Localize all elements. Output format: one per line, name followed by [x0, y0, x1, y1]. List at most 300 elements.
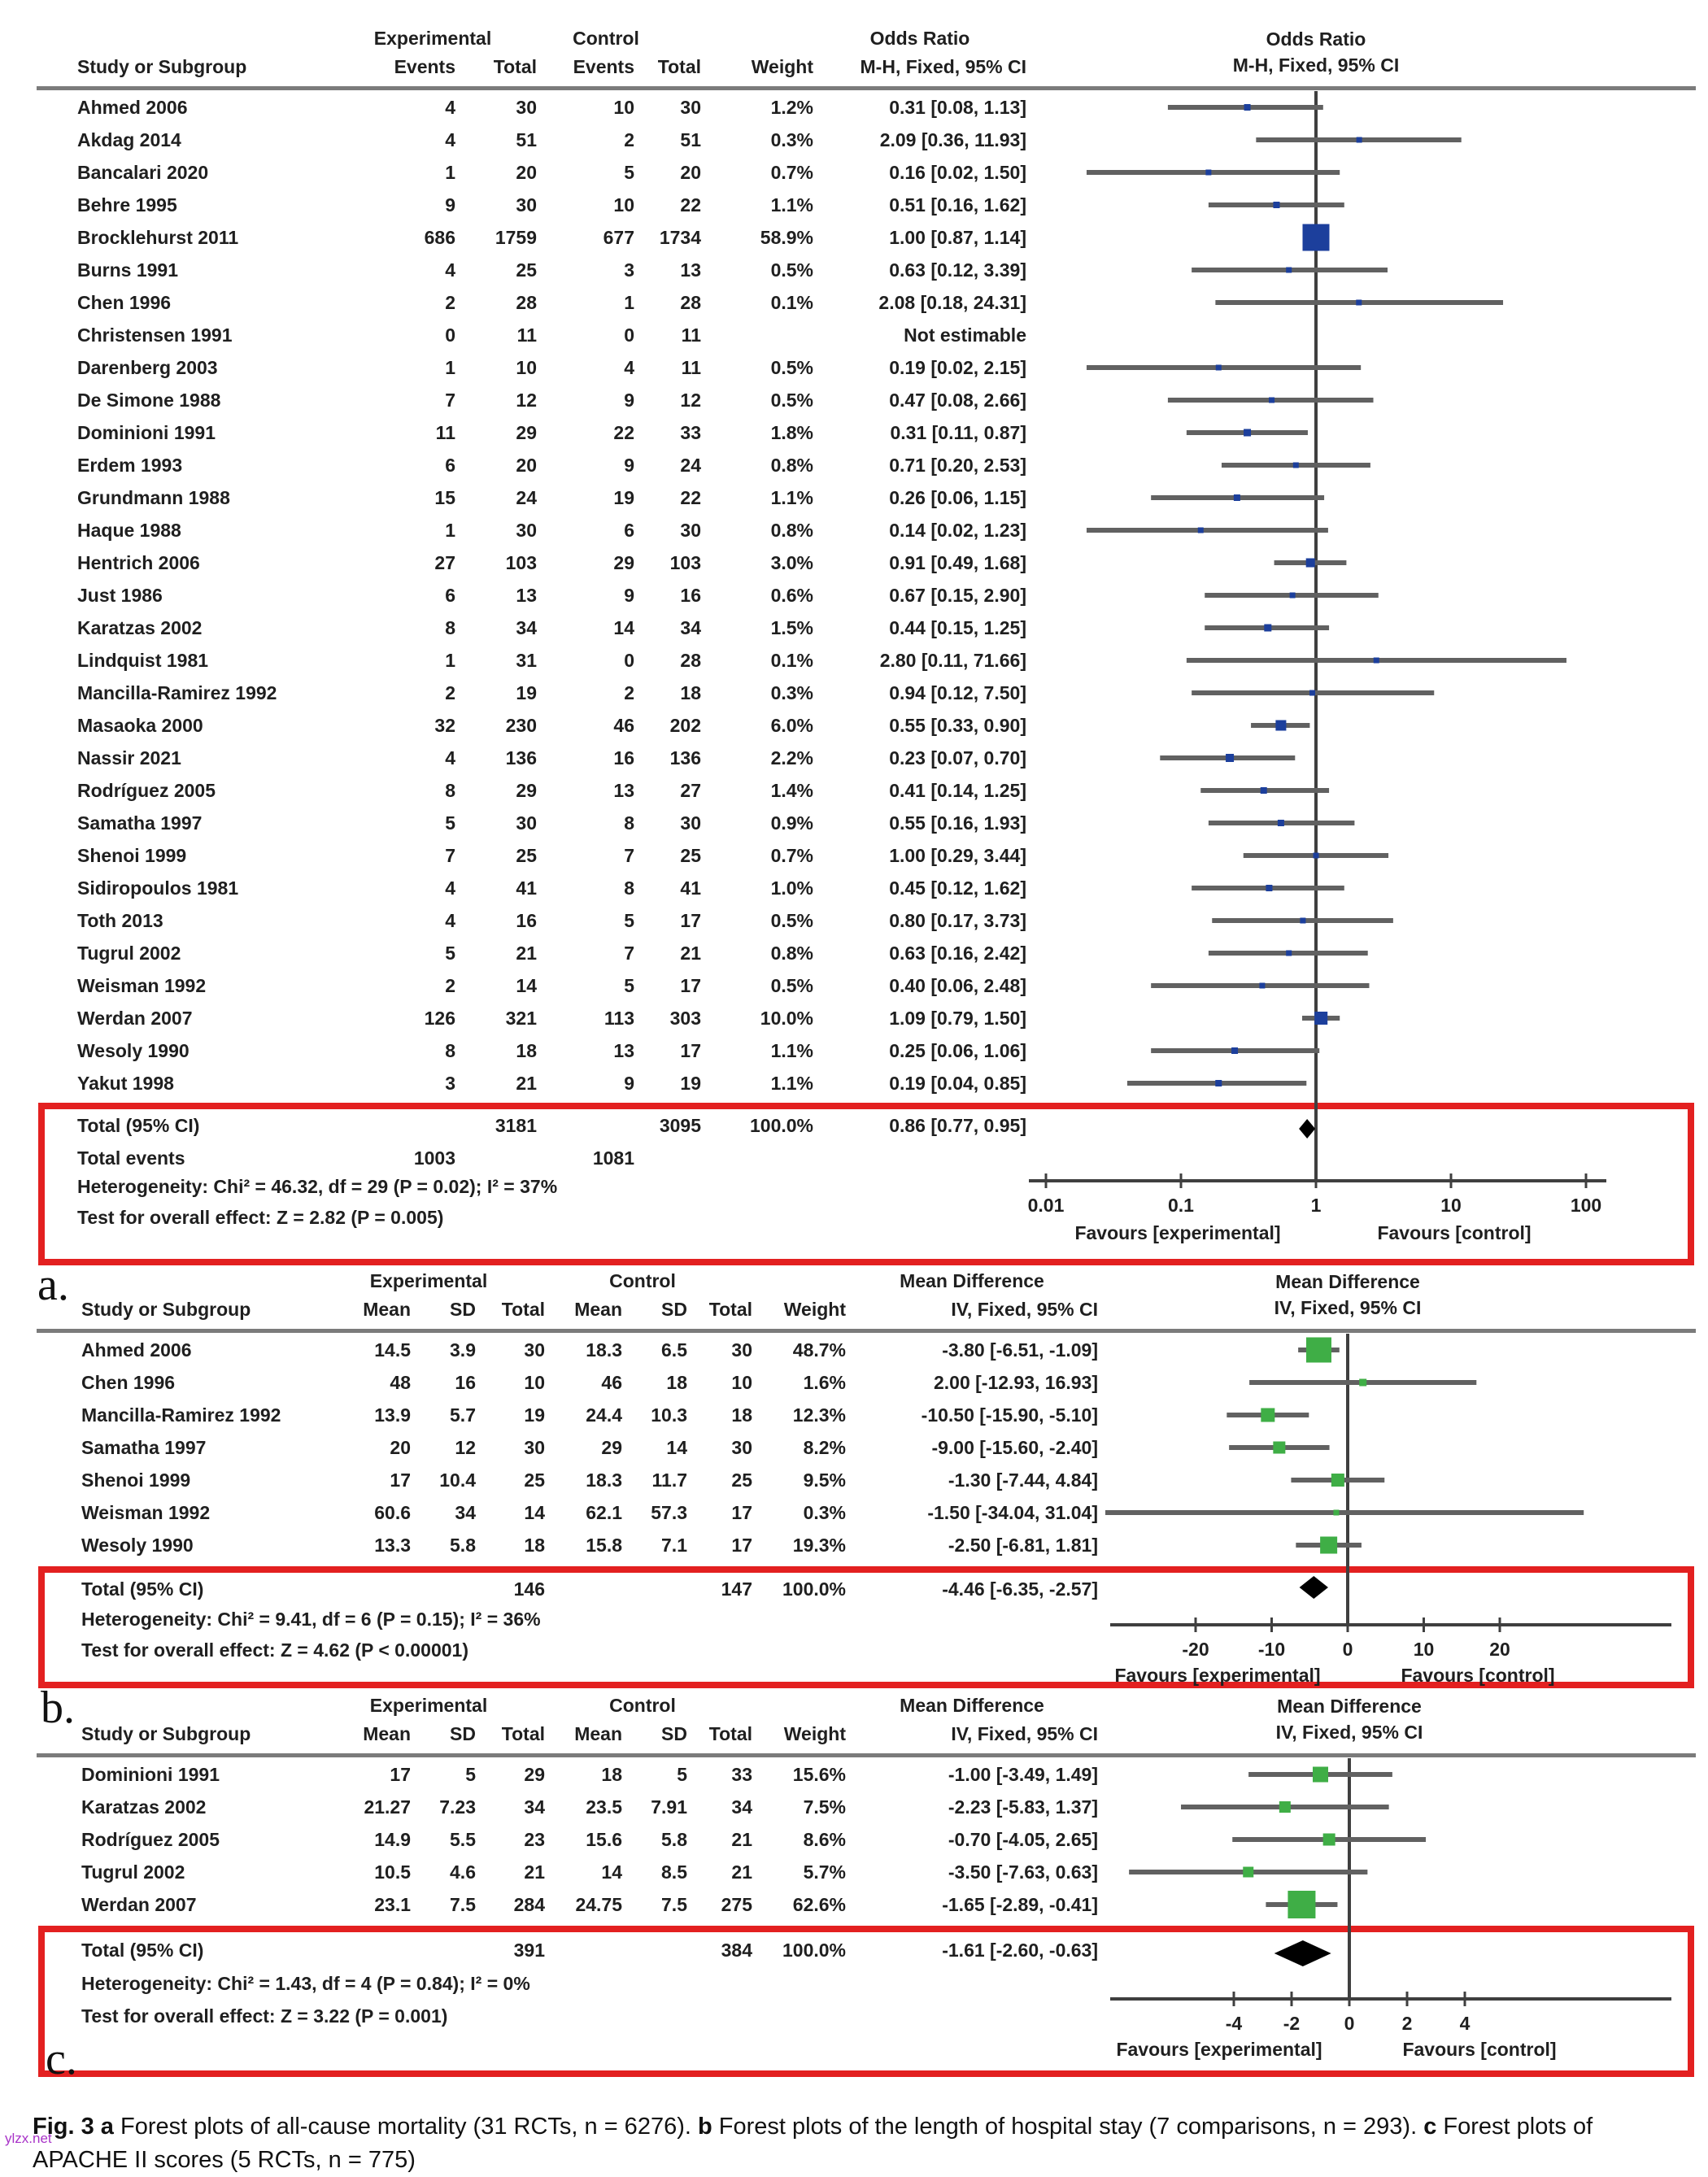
value-cell: 34: [731, 1796, 752, 1818]
effect-marker: [1259, 983, 1265, 989]
study-name-cell: Mancilla-Ramirez 1992: [81, 1404, 281, 1426]
value-cell: 303: [669, 1007, 701, 1029]
value-cell: 41: [680, 877, 701, 899]
favours-right-label: Favours [control]: [1401, 1665, 1555, 1686]
study-row: [77, 774, 1026, 807]
value-cell: 0.71 [0.20, 2.53]: [889, 454, 1026, 476]
study-row: [81, 1496, 1098, 1529]
value-cell: 20: [516, 454, 537, 476]
value-cell: 0.67 [0.15, 2.90]: [889, 584, 1026, 606]
value-cell: 21: [524, 1861, 545, 1883]
value-cell: 10.5: [374, 1861, 411, 1883]
value-cell: -0.70 [-4.05, 2.65]: [948, 1828, 1098, 1850]
plot-effect-header: Mean Difference: [1277, 1696, 1422, 1717]
axis-tick-label: 0: [1344, 2013, 1355, 2034]
study-row: [81, 1464, 1098, 1496]
value-cell: 13: [613, 1039, 634, 1061]
value-cell: 0.7%: [770, 161, 813, 183]
value-cell: 1.4%: [770, 779, 813, 801]
study-name-cell: Study or Subgroup: [81, 1298, 251, 1320]
value-cell: Weight: [783, 1298, 846, 1320]
value-cell: 15.6%: [792, 1763, 846, 1785]
value-cell: 34: [524, 1796, 545, 1818]
value-cell: -1.30 [-7.44, 4.84]: [948, 1469, 1098, 1491]
study-row: [81, 1823, 1098, 1856]
axis-tick-label: -10: [1257, 1639, 1286, 1660]
effect-marker: [1244, 429, 1251, 437]
value-cell: 0.44 [0.15, 1.25]: [889, 616, 1026, 638]
value-cell: 1: [445, 649, 455, 671]
value-cell: 5: [677, 1763, 687, 1785]
value-cell: -4.46 [-6.35, -2.57]: [942, 1578, 1098, 1600]
value-cell: 146: [513, 1578, 545, 1600]
value-cell: 1.0%: [770, 877, 813, 899]
column-group-header: Control: [609, 1695, 676, 1716]
study-name-cell: Grundmann 1988: [77, 486, 230, 508]
favours-left-label: Favours [experimental]: [1116, 2039, 1322, 2060]
effect-marker: [1323, 1834, 1335, 1846]
study-name-cell: Ahmed 2006: [81, 1339, 192, 1361]
value-cell: 6: [624, 519, 634, 541]
study-row: [77, 969, 1026, 1002]
value-cell: 2.09 [0.36, 11.93]: [879, 128, 1026, 150]
effect-marker: [1226, 754, 1234, 762]
column-group-header: Control: [609, 1270, 676, 1291]
effect-marker: [1279, 1801, 1291, 1813]
summary-diamond: [1300, 1576, 1328, 1599]
value-cell: 9.5%: [803, 1469, 846, 1491]
value-cell: 29: [524, 1763, 545, 1785]
effect-marker: [1356, 300, 1362, 306]
value-cell: 2: [445, 681, 455, 703]
value-cell: 5.5: [450, 1828, 476, 1850]
effect-marker: [1359, 1379, 1366, 1387]
value-cell: 5: [624, 161, 634, 183]
value-cell: 0.63 [0.12, 3.39]: [889, 259, 1026, 281]
value-cell: 230: [505, 714, 537, 736]
axis-tick-label: -4: [1225, 2013, 1243, 2034]
value-cell: 16: [516, 909, 537, 931]
value-cell: 0.25 [0.06, 1.06]: [889, 1039, 1026, 1061]
value-cell: 17: [390, 1763, 411, 1785]
value-cell: 686: [424, 226, 455, 248]
value-cell: 1734: [659, 226, 701, 248]
value-cell: 0: [624, 324, 634, 346]
value-cell: 5.7%: [803, 1861, 846, 1883]
value-cell: 5: [445, 812, 455, 834]
value-cell: 21: [680, 942, 701, 964]
value-cell: SD: [661, 1298, 687, 1320]
value-cell: 23.1: [374, 1893, 411, 1915]
effect-marker: [1331, 1474, 1344, 1487]
panel-label-a: a.: [37, 1260, 69, 1310]
total-row: [81, 1573, 1098, 1605]
favours-right-label: Favours [control]: [1377, 1222, 1532, 1243]
effect-marker: [1286, 951, 1292, 956]
value-cell: 0.40 [0.06, 2.48]: [889, 974, 1026, 996]
value-cell: 4: [445, 877, 455, 899]
value-cell: 21: [516, 1072, 537, 1094]
value-cell: 13.3: [374, 1534, 411, 1556]
value-cell: 5.8: [661, 1828, 687, 1850]
value-cell: 0.94 [0.12, 7.50]: [889, 681, 1026, 703]
value-cell: Mean: [363, 1298, 411, 1320]
study-name-cell: Burns 1991: [77, 259, 179, 281]
study-row: [77, 612, 1026, 644]
study-name-cell: Chen 1996: [77, 291, 172, 313]
study-name-cell: Tugrul 2002: [77, 942, 181, 964]
study-name-cell: Dominioni 1991: [81, 1763, 220, 1785]
value-cell: 13: [680, 259, 701, 281]
study-row: [77, 514, 1026, 546]
value-cell: 30: [680, 519, 701, 541]
effect-marker: [1303, 224, 1330, 251]
effect-marker: [1286, 268, 1292, 273]
value-cell: 29: [613, 551, 634, 573]
study-row: [77, 1002, 1026, 1034]
column-header-row: [77, 50, 1026, 83]
value-cell: Total: [657, 55, 701, 77]
value-cell: 0: [445, 324, 455, 346]
value-cell: 29: [516, 779, 537, 801]
value-cell: 2.00 [-12.93, 16.93]: [933, 1371, 1098, 1393]
axis-tick-label: -20: [1182, 1639, 1209, 1660]
value-cell: 1.00 [0.29, 3.44]: [889, 844, 1026, 866]
value-cell: 0.86 [0.77, 0.95]: [889, 1114, 1026, 1136]
axis-tick-label: 0.01: [1027, 1195, 1065, 1216]
effect-marker: [1278, 820, 1284, 826]
forest-plot-panel-c: [37, 1693, 1696, 2088]
study-name-cell: Masaoka 2000: [77, 714, 203, 736]
value-cell: 30: [516, 96, 537, 118]
value-cell: 18: [516, 1039, 537, 1061]
study-name-cell: Weisman 1992: [81, 1501, 211, 1523]
value-cell: Events: [573, 55, 634, 77]
column-group-header: Mean Difference: [900, 1695, 1044, 1716]
study-row: [77, 124, 1026, 156]
value-cell: 18: [680, 681, 701, 703]
effect-marker: [1374, 658, 1379, 664]
panel-label-c: c.: [46, 2034, 77, 2084]
value-cell: 7.1: [661, 1534, 687, 1556]
study-name-cell: Behre 1995: [77, 194, 177, 216]
value-cell: 14: [524, 1501, 545, 1523]
study-name-cell: Rodríguez 2005: [81, 1828, 220, 1850]
value-cell: 3181: [495, 1114, 537, 1136]
value-cell: 7.5: [450, 1893, 476, 1915]
total-row: [81, 1934, 1098, 1966]
value-cell: 25: [731, 1469, 752, 1491]
value-cell: 0: [624, 649, 634, 671]
value-cell: 29: [516, 421, 537, 443]
caption-segment: Fig. 3: [33, 2114, 94, 2140]
overall-effect-text: Test for overall effect: Z = 3.22 (P = 0.001): [81, 2005, 448, 2027]
value-cell: 32: [434, 714, 455, 736]
heterogeneity-text: Heterogeneity: Chi² = 9.41, df = 6 (P = 0.15); I² = 36%: [81, 1609, 541, 1630]
study-row: [77, 807, 1026, 839]
value-cell: 3: [445, 1072, 455, 1094]
value-cell: 8: [624, 877, 634, 899]
study-row: [77, 416, 1026, 449]
value-cell: 0.8%: [770, 454, 813, 476]
value-cell: 0.19 [0.04, 0.85]: [889, 1072, 1026, 1094]
value-cell: 7: [445, 389, 455, 411]
study-name-cell: Just 1986: [77, 584, 163, 606]
plot-method-header: IV, Fixed, 95% CI: [1274, 1297, 1422, 1318]
value-cell: 0.7%: [770, 844, 813, 866]
overall-effect-text: Test for overall effect: Z = 2.82 (P = 0.005): [77, 1207, 444, 1228]
effect-marker: [1273, 202, 1279, 208]
study-row: [81, 1334, 1098, 1366]
value-cell: 9: [624, 454, 634, 476]
value-cell: 21.27: [364, 1796, 411, 1818]
value-cell: 1: [445, 519, 455, 541]
study-name-cell: Ahmed 2006: [77, 96, 188, 118]
study-row: [77, 742, 1026, 774]
study-name-cell: Study or Subgroup: [81, 1722, 251, 1744]
study-row: [77, 1034, 1026, 1067]
study-name-cell: Darenberg 2003: [77, 356, 218, 378]
overall-effect-text: Test for overall effect: Z = 4.62 (P < 0.00001): [81, 1639, 468, 1661]
value-cell: 0.47 [0.08, 2.66]: [889, 389, 1026, 411]
study-name-cell: Brocklehurst 2011: [77, 226, 239, 248]
value-cell: 0.14 [0.02, 1.23]: [889, 519, 1026, 541]
value-cell: 6: [445, 584, 455, 606]
summary-diamond: [1299, 1119, 1315, 1139]
study-row: [81, 1529, 1098, 1561]
value-cell: 29: [601, 1436, 622, 1458]
caption-segment: [94, 2114, 101, 2140]
value-cell: 33: [680, 421, 701, 443]
study-row: [77, 91, 1026, 124]
study-name-cell: Yakut 1998: [77, 1072, 174, 1094]
axis-tick-label: 0.1: [1168, 1195, 1194, 1216]
value-cell: 11: [681, 324, 701, 346]
value-cell: 25: [516, 259, 537, 281]
effect-marker: [1215, 1080, 1222, 1086]
value-cell: 9: [624, 1072, 634, 1094]
value-cell: 11.7: [651, 1469, 687, 1491]
value-cell: Total: [708, 1722, 752, 1744]
plot-effect-header: Mean Difference: [1275, 1271, 1420, 1292]
value-cell: 20: [390, 1436, 411, 1458]
value-cell: 0.23 [0.07, 0.70]: [889, 747, 1026, 768]
value-cell: 4.6: [450, 1861, 476, 1883]
value-cell: 24.4: [586, 1404, 622, 1426]
value-cell: Weight: [783, 1722, 846, 1744]
value-cell: 58.9%: [760, 226, 813, 248]
caption-segment: Forest plots of APACHE II scores (5 RCTs, n = 775): [33, 2114, 1593, 2173]
value-cell: 16: [680, 584, 701, 606]
value-cell: 24: [516, 486, 537, 508]
value-cell: 24.75: [575, 1893, 622, 1915]
value-cell: 284: [513, 1893, 545, 1915]
column-group-header: Mean Difference: [900, 1270, 1044, 1291]
value-cell: 57.3: [651, 1501, 687, 1523]
value-cell: 19: [524, 1404, 545, 1426]
study-row: [81, 1758, 1098, 1791]
study-row: [77, 644, 1026, 677]
study-row: [81, 1399, 1098, 1431]
value-cell: 30: [731, 1339, 752, 1361]
value-cell: 14.9: [374, 1828, 411, 1850]
value-cell: 1081: [592, 1147, 634, 1169]
value-cell: 9: [624, 389, 634, 411]
value-cell: 3095: [659, 1114, 701, 1136]
study-name-cell: Christensen 1991: [77, 324, 233, 346]
value-cell: -1.00 [-3.49, 1.49]: [948, 1763, 1098, 1785]
value-cell: 126: [424, 1007, 455, 1029]
value-cell: 17: [390, 1469, 411, 1491]
value-cell: 0.5%: [770, 389, 813, 411]
study-name-cell: Shenoi 1999: [77, 844, 187, 866]
value-cell: 31: [516, 649, 537, 671]
value-cell: 10.4: [439, 1469, 476, 1491]
study-name-cell: Karatzas 2002: [81, 1796, 207, 1818]
value-cell: -9.00 [-15.60, -2.40]: [931, 1436, 1098, 1458]
heterogeneity-text: Heterogeneity: Chi² = 1.43, df = 4 (P = 0.84); I² = 0%: [81, 1973, 530, 1994]
value-cell: 18: [731, 1404, 752, 1426]
study-name-cell: Lindquist 1981: [77, 649, 209, 671]
value-cell: 1.00 [0.87, 1.14]: [889, 226, 1026, 248]
value-cell: 18: [524, 1534, 545, 1556]
study-name-cell: Total events: [77, 1147, 185, 1169]
value-cell: 0.1%: [770, 291, 813, 313]
value-cell: Total: [501, 1722, 545, 1744]
study-row: [77, 384, 1026, 416]
value-cell: 12: [516, 389, 537, 411]
value-cell: 1.6%: [803, 1371, 846, 1393]
value-cell: 18: [666, 1371, 687, 1393]
value-cell: 15.8: [586, 1534, 622, 1556]
value-cell: 30: [524, 1436, 545, 1458]
value-cell: 14: [666, 1436, 687, 1458]
value-cell: 16: [455, 1371, 476, 1393]
study-row: [77, 904, 1026, 937]
study-name-cell: Shenoi 1999: [81, 1469, 191, 1491]
heterogeneity-text: Heterogeneity: Chi² = 46.32, df = 29 (P = 0.02); I² = 37%: [77, 1176, 558, 1197]
value-cell: 7.5: [661, 1893, 687, 1915]
value-cell: Mean: [574, 1722, 622, 1744]
study-row: [81, 1888, 1098, 1921]
value-cell: 0.5%: [770, 259, 813, 281]
value-cell: 20: [516, 161, 537, 183]
value-cell: 34: [680, 616, 701, 638]
effect-marker: [1333, 1510, 1339, 1516]
study-name-cell: Haque 1988: [77, 519, 181, 541]
value-cell: 6.0%: [770, 714, 813, 736]
column-group-header: Experimental: [369, 1695, 488, 1716]
value-cell: IV, Fixed, 95% CI: [951, 1298, 1098, 1320]
value-cell: SD: [661, 1722, 687, 1744]
study-name-cell: Samatha 1997: [77, 812, 203, 834]
value-cell: SD: [450, 1298, 476, 1320]
value-cell: 48: [390, 1371, 411, 1393]
study-name-cell: Nassir 2021: [77, 747, 181, 768]
value-cell: Mean: [574, 1298, 622, 1320]
value-cell: 4: [624, 356, 634, 378]
value-cell: 3: [624, 259, 634, 281]
effect-marker: [1288, 1891, 1315, 1918]
study-name-cell: Akdag 2014: [77, 128, 181, 150]
study-name-cell: Werdan 2007: [81, 1893, 197, 1915]
effect-marker: [1216, 365, 1222, 371]
value-cell: 0.5%: [770, 909, 813, 931]
value-cell: 9: [445, 194, 455, 216]
caption-segment: Forest plots of the length of hospital stay (7 comparisons, n = 293).: [712, 2114, 1424, 2140]
axis-tick-label: 100: [1570, 1195, 1602, 1216]
value-cell: 4: [445, 96, 455, 118]
value-cell: -1.65 [-2.89, -0.41]: [942, 1893, 1098, 1915]
study-row: [77, 481, 1026, 514]
value-cell: 9: [624, 584, 634, 606]
axis-tick-label: -2: [1283, 2013, 1301, 2034]
value-cell: IV, Fixed, 95% CI: [951, 1722, 1098, 1744]
value-cell: 24: [680, 454, 701, 476]
value-cell: 0.8%: [770, 519, 813, 541]
study-row: [77, 156, 1026, 189]
effect-marker: [1264, 625, 1271, 632]
value-cell: 19: [516, 681, 537, 703]
value-cell: 21: [731, 1861, 752, 1883]
value-cell: 1759: [495, 226, 537, 248]
value-cell: 22: [680, 194, 701, 216]
caption-segment: Forest plots of all-cause mortality (31 RCTs, n = 6276).: [113, 2114, 698, 2140]
study-name-cell: Erdem 1993: [77, 454, 183, 476]
forest-plot-panel-a: [37, 23, 1696, 1272]
value-cell: 18.3: [586, 1339, 622, 1361]
column-group-header: Odds Ratio: [869, 28, 970, 49]
value-cell: 3.0%: [770, 551, 813, 573]
value-cell: 23.5: [586, 1796, 622, 1818]
study-name-cell: Hentrich 2006: [77, 551, 200, 573]
value-cell: 103: [505, 551, 537, 573]
value-cell: 30: [680, 812, 701, 834]
value-cell: 41: [516, 877, 537, 899]
value-cell: SD: [450, 1722, 476, 1744]
value-cell: 1.8%: [770, 421, 813, 443]
forest-plot-panel-b: [37, 1269, 1696, 1695]
effect-marker: [1243, 1867, 1253, 1878]
effect-marker: [1261, 787, 1267, 794]
value-cell: 1.1%: [770, 1039, 813, 1061]
study-row: [77, 677, 1026, 709]
summary-diamond: [1274, 1940, 1331, 1966]
value-cell: 16: [613, 747, 634, 768]
column-group-header: Experimental: [373, 28, 492, 49]
study-name-cell: Mancilla-Ramirez 1992: [77, 681, 277, 703]
column-group-header: Experimental: [369, 1270, 488, 1291]
value-cell: 391: [513, 1939, 545, 1961]
value-cell: 51: [516, 128, 537, 150]
value-cell: 17: [680, 1039, 701, 1061]
value-cell: 1: [445, 356, 455, 378]
value-cell: 18.3: [586, 1469, 622, 1491]
study-row: [77, 319, 1026, 351]
value-cell: 46: [601, 1371, 622, 1393]
value-cell: -3.80 [-6.51, -1.09]: [942, 1339, 1098, 1361]
value-cell: 20: [680, 161, 701, 183]
value-cell: 677: [603, 226, 634, 248]
forest-plot-area: [1013, 23, 1696, 1272]
value-cell: 22: [613, 421, 634, 443]
value-cell: Events: [394, 55, 455, 77]
effect-marker: [1320, 1537, 1337, 1554]
axis-tick-label: 0: [1342, 1639, 1353, 1660]
value-cell: 21: [516, 942, 537, 964]
study-row: [77, 546, 1026, 579]
value-cell: -10.50 [-15.90, -5.10]: [921, 1404, 1098, 1426]
